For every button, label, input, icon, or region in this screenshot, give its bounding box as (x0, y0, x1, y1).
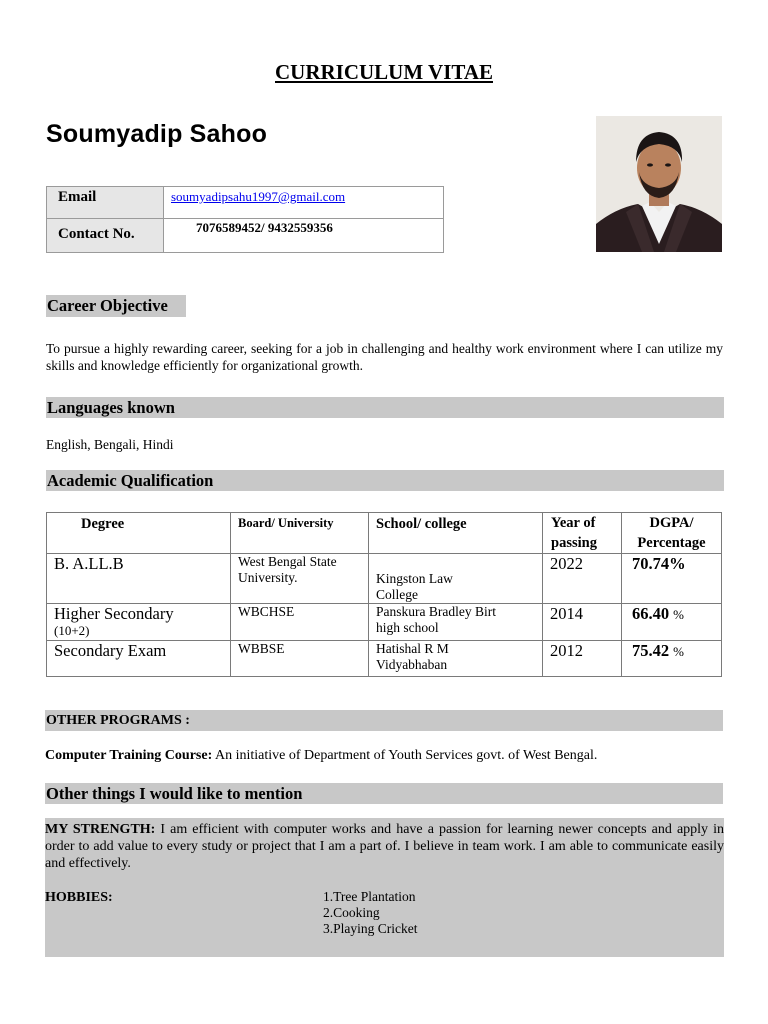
degree-cell: Secondary Exam (47, 641, 231, 677)
list-item: 2.Cooking (323, 905, 380, 920)
document-title: CURRICULUM VITAE (275, 60, 493, 84)
other-things-heading: Other things I would like to mention (45, 783, 723, 804)
degree-cell: B. A.LL.B (47, 554, 231, 604)
course-text: An initiative of Department of Youth Services govt. of West Bengal. (212, 748, 598, 763)
year-cell: 2022 (543, 554, 622, 604)
email-link[interactable]: soumyadipsahu1997@gmail.com (171, 189, 346, 204)
hobbies-list (323, 889, 418, 937)
academic-table (46, 512, 722, 677)
degree-cell: Higher Secondary (10+2) (47, 604, 231, 641)
list-item: 3.Playing Cricket (323, 921, 418, 936)
email-label: Email (47, 187, 164, 219)
computer-course-line (45, 747, 597, 764)
pct-cell: 70.74% (622, 554, 722, 604)
languages-heading: Languages known (46, 397, 724, 418)
phone-value: 7076589452/ 9432559356 (196, 220, 333, 235)
strength-block (45, 818, 724, 957)
dgpa-header: DGPA/ Percentage (622, 513, 722, 554)
table-row (47, 554, 722, 604)
degree-header: Degree (47, 513, 231, 554)
profile-photo (596, 116, 722, 252)
other-programs-heading: OTHER PROGRAMS : (45, 710, 723, 731)
board-header: Board/ University (231, 513, 369, 554)
pct-cell: 75.42 % (622, 641, 722, 677)
candidate-name: Soumyadip Sahoo (46, 120, 268, 148)
board-cell: West Bengal State University. (231, 554, 369, 604)
school-cell: Hatishal R M Vidyabhaban (369, 641, 543, 677)
table-header-row (47, 513, 722, 554)
table-row (47, 604, 722, 641)
school-cell: Kingston Law College (369, 554, 543, 604)
hobbies-label: HOBBIES: (45, 890, 113, 905)
board-cell: WBCHSE (231, 604, 369, 641)
academic-heading: Academic Qualification (46, 470, 724, 491)
table-row (47, 641, 722, 677)
year-cell: 2012 (543, 641, 622, 677)
list-item: 1.Tree Plantation (323, 889, 416, 904)
strength-label: MY STRENGTH: (45, 822, 156, 837)
year-cell: 2014 (543, 604, 622, 641)
contact-label: Contact No. (47, 219, 164, 253)
career-objective-heading: Career Objective (46, 295, 186, 317)
year-header: Year of passing (543, 513, 622, 554)
phone-cell (164, 219, 444, 253)
school-header: School/ college (369, 513, 543, 554)
strength-paragraph (45, 821, 724, 872)
school-cell: Panskura Bradley Birt high school (369, 604, 543, 641)
board-cell: WBBSE (231, 641, 369, 677)
course-label: Computer Training Course: (45, 748, 213, 763)
email-cell (164, 187, 444, 219)
hobbies-section (45, 889, 724, 949)
contact-table (46, 186, 444, 253)
pct-cell: 66.40 % (622, 604, 722, 641)
career-objective-text: To pursue a highly rewarding career, seeking for a job in challenging and healthy work environment where I can utilize my skills and knowledge efficiently for organizational growth. (46, 341, 723, 373)
strength-text: I am efficient with computer works and have a passion for learning newer concepts and apply in order to add value to every study or project that I am a part of. I believe in team work. I am able to communicate easily and effectively. (45, 822, 724, 871)
languages-text: English, Bengali, Hindi (46, 437, 174, 452)
